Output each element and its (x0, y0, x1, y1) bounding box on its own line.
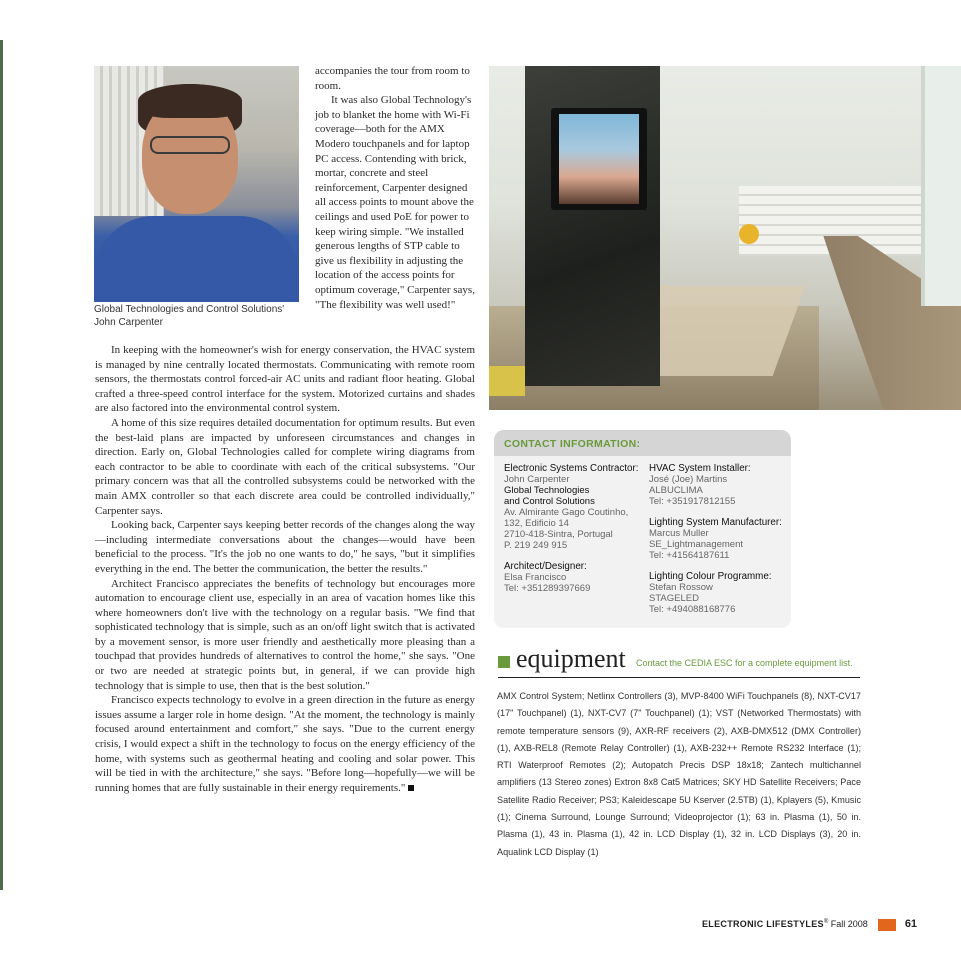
contact-line: Marcus Muller (649, 528, 709, 539)
portrait-glasses (150, 136, 230, 154)
paragraph: Looking back, Carpenter says keeping better records of the changes along the way—including intermediate conversations about the changes—would have been beneficial to the process. "It's the job no one wants to do," he says, "but it simplifies everything in the end. The better the communication, the better the results." (95, 519, 475, 575)
contact-left-column (504, 463, 644, 594)
contact-company: and Control Solutions (504, 496, 595, 507)
portrait-shirt (94, 216, 299, 302)
contact-line: Elsa Francisco (504, 572, 567, 583)
paragraph-text: Francisco expects technology to evolve in a green direction in the future as energy issues assume a larger role in home design. "At the moment, the technology is mainly focused around entertainment and comfort," she says. "Due to the current energy crisis, I would expect a shift in the technology to focus on the energy efficiency of the home, with systems such as geothermal heating and cooling and solar power. This will be tied in with the architecture," she says. "Before long—hopefully—we will be running homes that are fully sustainable in their energy requirements." (95, 694, 475, 794)
contact-line: SE_Lightmanagement (649, 539, 744, 550)
contact-line: Tel: +41564187611 (649, 550, 730, 561)
equipment-list: AMX Control System; Netlinx Controllers (3), MVP-8400 WiFi Touchpanels (8), NXT-CV17 (17" Touchpanel) (1), NXT-CV7 (7" Touchpanel) (1); VST (Networked Thermostats) with remote temperature sensors (9), AXR-RF receivers (2), AXB-DMX512 (DMX Controller) (1), AXB-REL8 (Remote Relay Controller) (1), AXB-232++ Remote RS232 Interface (1); RTI Waterproof Remotes (2); Autopatch Precis DSP 18x18; Zantech multichannel amplifiers (13 Stereo zones) Extron 8x8 Cat5 Matrices; SKY HD Satellite Receivers; Pace Satellite Radio Receiver; PS3; Kaleidescape 5U Kserver (2.5TB) (1), Kplayers (5), Kmusic (1); Cinema Surround, Lounge Surround; Videoprojector (1); 63 in. Plasma (1), 50 in. Plasma (1), 43 in. Plasma (1), 42 in. LCD Display (1), 32 in. LCD Displays (3), 20 in. Aqualink LCD Display (1) (497, 691, 861, 857)
contact-line: ALBUCLIMA (649, 485, 703, 496)
contact-line: 132, Edificio 14 (504, 518, 569, 529)
portrait-hairline (138, 84, 242, 118)
photo-caption: Global Technologies and Control Solutions' John Carpenter (94, 304, 285, 328)
contact-line: John Carpenter (504, 474, 570, 485)
paragraph-last (95, 693, 475, 795)
contact-line: Tel: +494088168776 (649, 604, 736, 615)
contact-right-column (649, 463, 789, 615)
portrait-photo (94, 66, 299, 302)
equipment-heading (498, 644, 860, 678)
paragraph: In keeping with the homeowner's wish for energy conservation, the HVAC system is managed by nine centrally located thermostats. Communicating with remote room sensors, the thermostats control forced-air AC units and radiant floor heating. Global crafted a three-speed control interface for the system. Motorized curtains and shades are also factored into the environmental control system. (95, 344, 475, 415)
contact-information-box (494, 430, 791, 628)
room-window (921, 66, 961, 306)
contact-line: Tel: +351917812155 (649, 496, 736, 507)
flower-vase (739, 224, 759, 244)
end-mark-icon (408, 785, 414, 791)
green-square-icon (498, 656, 510, 668)
contact-header (494, 430, 791, 456)
paragraph: A home of this size requires detailed documentation for optimum results. But even the best-laid plans are impacted by unforeseen circumstances and changes in direction. Early on, Global Technologies called for complete wiring diagrams from each contractor to be able to coordinate with each of the critical subsystems. "Our primary concern was that all the controlled subsystems could be networked with the main AMX controller so that each discrete area could be controlled individually," Carpenter says. (95, 416, 475, 517)
contact-line: Av. Almirante Gago Coutinho, (504, 507, 629, 518)
contact-line: 2710-418-Sintra, Portugal (504, 529, 613, 540)
page-number: 61 (904, 918, 918, 930)
contact-title: Lighting System Manufacturer: (649, 517, 782, 528)
equipment-title: equipment (516, 644, 626, 673)
main-text-column (95, 343, 475, 795)
contact-line: STAGELED (649, 593, 699, 604)
contact-heading: CONTACT INFORMATION: (504, 438, 641, 450)
contact-line: Tel: +351289397669 (504, 583, 591, 594)
contact-company: Global Technologies (504, 485, 590, 496)
contact-title: Lighting Colour Programme: (649, 571, 772, 582)
paragraph: accompanies the tour from room to room. (315, 65, 470, 92)
page-binding-edge (0, 40, 3, 890)
yellow-ledge (489, 366, 525, 396)
paragraph: It was also Global Technology's job to blanket the home with Wi-Fi coverage—both for the AMX Modero touchpanels and for laptop PC access. Contending with brick, mortar, concrete and steel reinforcement, Carpenter designed all access points to mount above the ceilings and used PoE for power to keep wiring simple. "We installed generous lengths of STP cable to give us flexibility in adjusting the location of the access points for optimum coverage," Carpenter says, "The flexibility was well used!" (315, 94, 475, 311)
equipment-subtitle: Contact the CEDIA ESC for a complete equipment list. (636, 658, 853, 668)
registered-mark: ® (823, 919, 829, 925)
contact-title: Architect/Designer: (504, 561, 587, 572)
magazine-name: ELECTRONIC LIFESTYLES (702, 919, 824, 929)
issue-date: Fall 2008 (830, 919, 868, 929)
living-room-photo (489, 66, 961, 410)
paragraph: Architect Francisco appreciates the benefits of technology but encourages more automation to encourage client use, especially in an area of vacation homes like this where homeowners don't live with the technology on a regular basis. "We find that sophisticated technology that is simple, such as an on/off light switch that is activated by a movement sensor, is more user friendly and aesthetically more pleasing than a touchpad that provides hundreds of alternatives to control the home," she says. "One or two are needed at strategic points but, in general, if we can provide high technology that is simple to use, then that is the best solution." (95, 577, 475, 692)
contact-line: Stefan Rossow (649, 582, 713, 593)
contact-title: Electronic Systems Contractor: (504, 463, 639, 474)
cedia-logo-icon (878, 919, 896, 931)
contact-title: HVAC System Installer: (649, 463, 751, 474)
contact-line: José (Joe) Martins (649, 474, 728, 485)
narrow-text-column (315, 64, 475, 312)
page-footer (702, 918, 917, 931)
contact-line: P. 219 249 915 (504, 540, 568, 551)
tv-screen (559, 114, 639, 204)
